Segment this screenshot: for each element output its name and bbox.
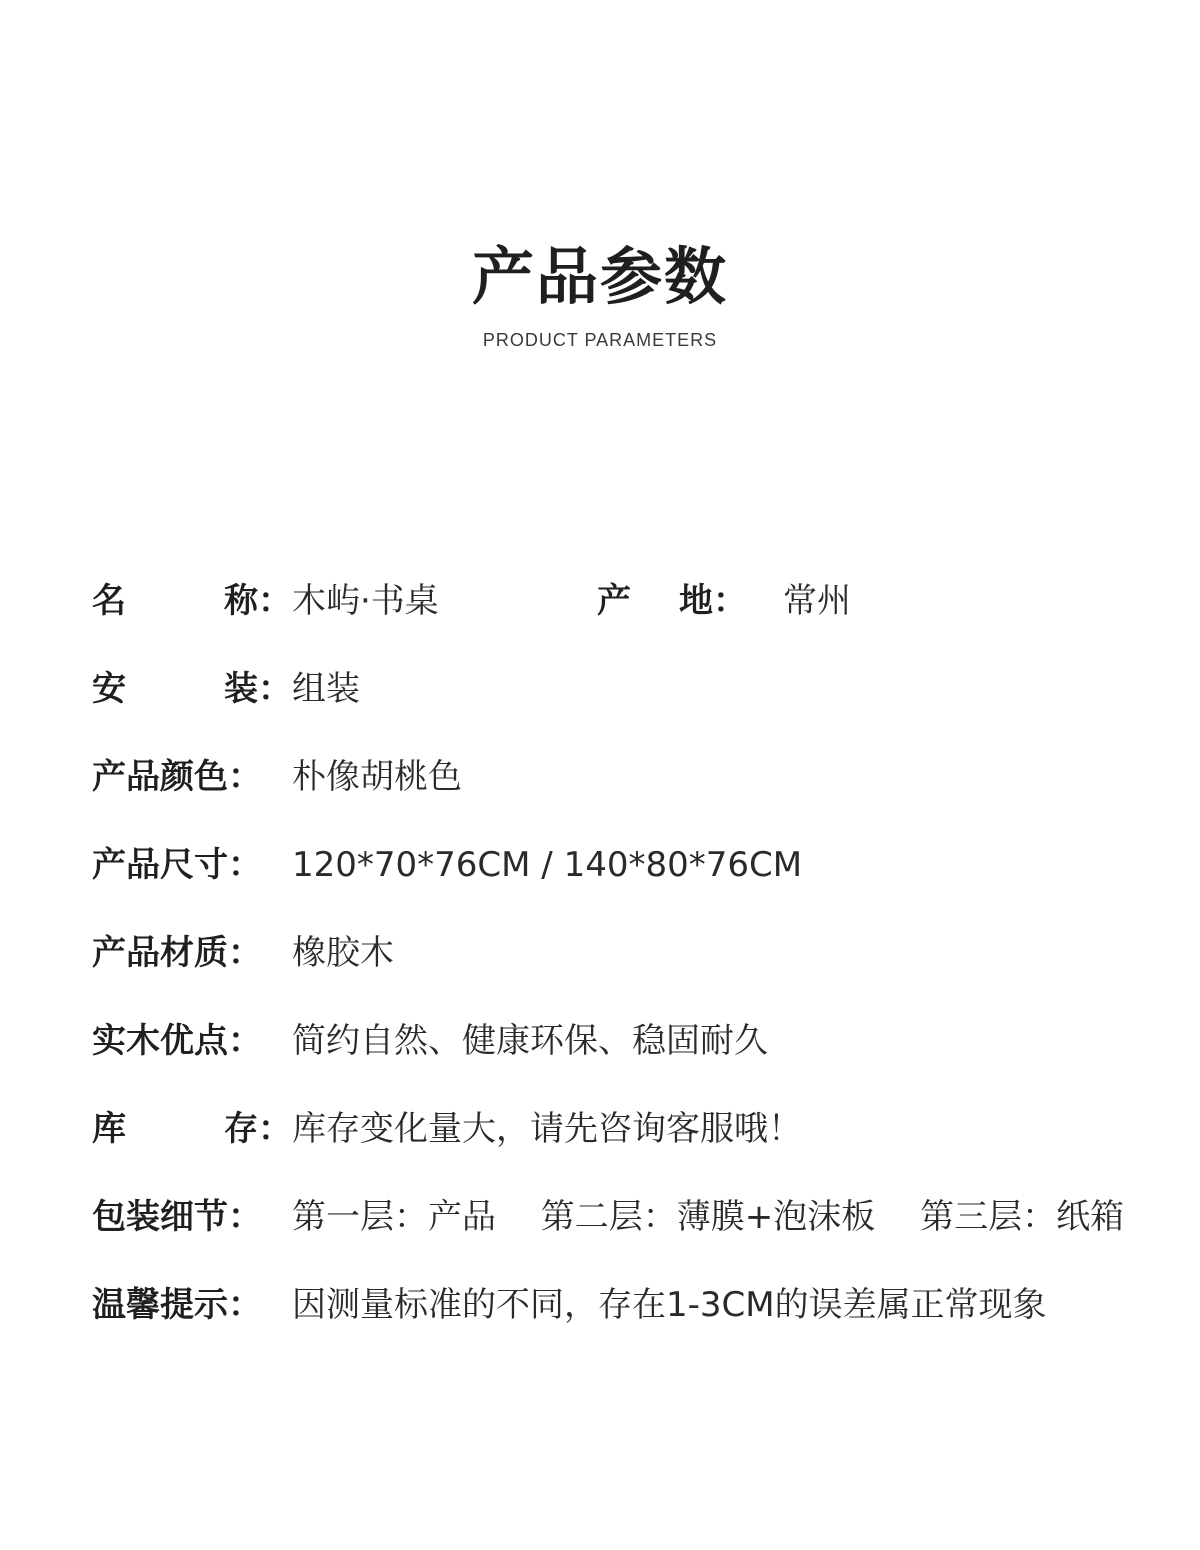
param-value-tip: 因测量标准的不同，存在1-3CM的误差属正常现象 <box>292 1285 1047 1325</box>
param-row-name-origin <box>92 572 1192 660</box>
colon: ： <box>258 581 292 621</box>
param-row-color <box>92 748 1192 836</box>
colon: ： <box>228 933 262 973</box>
param-row-advantage <box>92 1012 1192 1100</box>
param-label-material-word: 产品材质 <box>92 933 228 973</box>
param-label-origin-char2 <box>679 572 747 630</box>
param-label-package-word: 包装细节 <box>92 1197 228 1237</box>
param-label-package-text <box>92 1188 262 1246</box>
param-value-material: 橡胶木 <box>292 933 394 973</box>
param-label-install-char2-text: 装 <box>224 669 258 709</box>
param-value-size: 120*70*76CM / 140*80*76CM <box>292 845 803 885</box>
param-label-origin-char2-text: 地 <box>679 581 713 621</box>
param-row-stock <box>92 1100 1192 1188</box>
param-row-material <box>92 924 1192 1012</box>
param-row-package <box>92 1188 1192 1276</box>
param-label-stock-char2 <box>224 1100 292 1158</box>
param-label-origin-char1: 产 <box>597 581 631 621</box>
param-value-advantage: 简约自然、健康环保、稳固耐久 <box>292 1021 768 1061</box>
param-label-stock <box>92 1100 292 1158</box>
param-label-name-char1: 名 <box>92 581 126 621</box>
param-label-size <box>92 836 292 894</box>
param-label-material <box>92 924 292 982</box>
param-row-tip <box>92 1276 1192 1364</box>
param-label-install-char2 <box>224 660 292 718</box>
page-title: 产品参数 <box>471 240 728 313</box>
colon: ： <box>713 581 747 621</box>
param-label-name <box>92 572 292 630</box>
param-label-size-text <box>92 836 262 894</box>
param-label-tip <box>92 1276 292 1334</box>
param-label-install <box>92 660 292 718</box>
param-label-install-char1: 安 <box>92 669 126 709</box>
param-label-tip-text <box>92 1276 262 1334</box>
colon: ： <box>228 757 262 797</box>
param-row-install <box>92 660 1192 748</box>
param-label-advantage-word: 实木优点 <box>92 1021 228 1061</box>
param-label-color <box>92 748 292 806</box>
param-label-origin <box>597 572 747 630</box>
param-label-size-word: 产品尺寸 <box>92 845 228 885</box>
param-label-advantage <box>92 1012 292 1070</box>
param-label-material-text <box>92 924 262 982</box>
param-value-origin: 常州 <box>783 581 851 621</box>
colon: ： <box>228 845 262 885</box>
param-value-stock: 库存变化量大，请先咨询客服哦！ <box>292 1109 802 1149</box>
page-subtitle: PRODUCT PARAMETERS <box>482 330 718 350</box>
param-label-stock-char2-text: 存 <box>224 1109 258 1149</box>
colon: ： <box>258 669 292 709</box>
parameter-list <box>92 572 1192 1364</box>
param-label-stock-char1: 库 <box>92 1109 126 1149</box>
param-label-color-text <box>92 748 262 806</box>
param-label-name-char2-text: 称 <box>224 581 258 621</box>
colon: ： <box>228 1285 262 1325</box>
param-value-color: 朴像胡桃色 <box>292 757 462 797</box>
colon: ： <box>228 1197 262 1237</box>
param-label-package <box>92 1188 292 1246</box>
param-value-package: 第一层：产品 第二层：薄膜+泡沫板 第三层：纸箱 <box>292 1197 1125 1237</box>
colon: ： <box>228 1021 262 1061</box>
param-label-color-word: 产品颜色 <box>92 757 228 797</box>
param-label-advantage-text <box>92 1012 262 1070</box>
colon: ： <box>258 1109 292 1149</box>
param-row-size <box>92 836 1192 924</box>
param-label-name-char2 <box>224 572 292 630</box>
param-value-install: 组装 <box>292 669 360 709</box>
param-label-tip-word: 温馨提示 <box>92 1285 228 1325</box>
param-value-name: 木屿·书桌 <box>292 581 439 621</box>
